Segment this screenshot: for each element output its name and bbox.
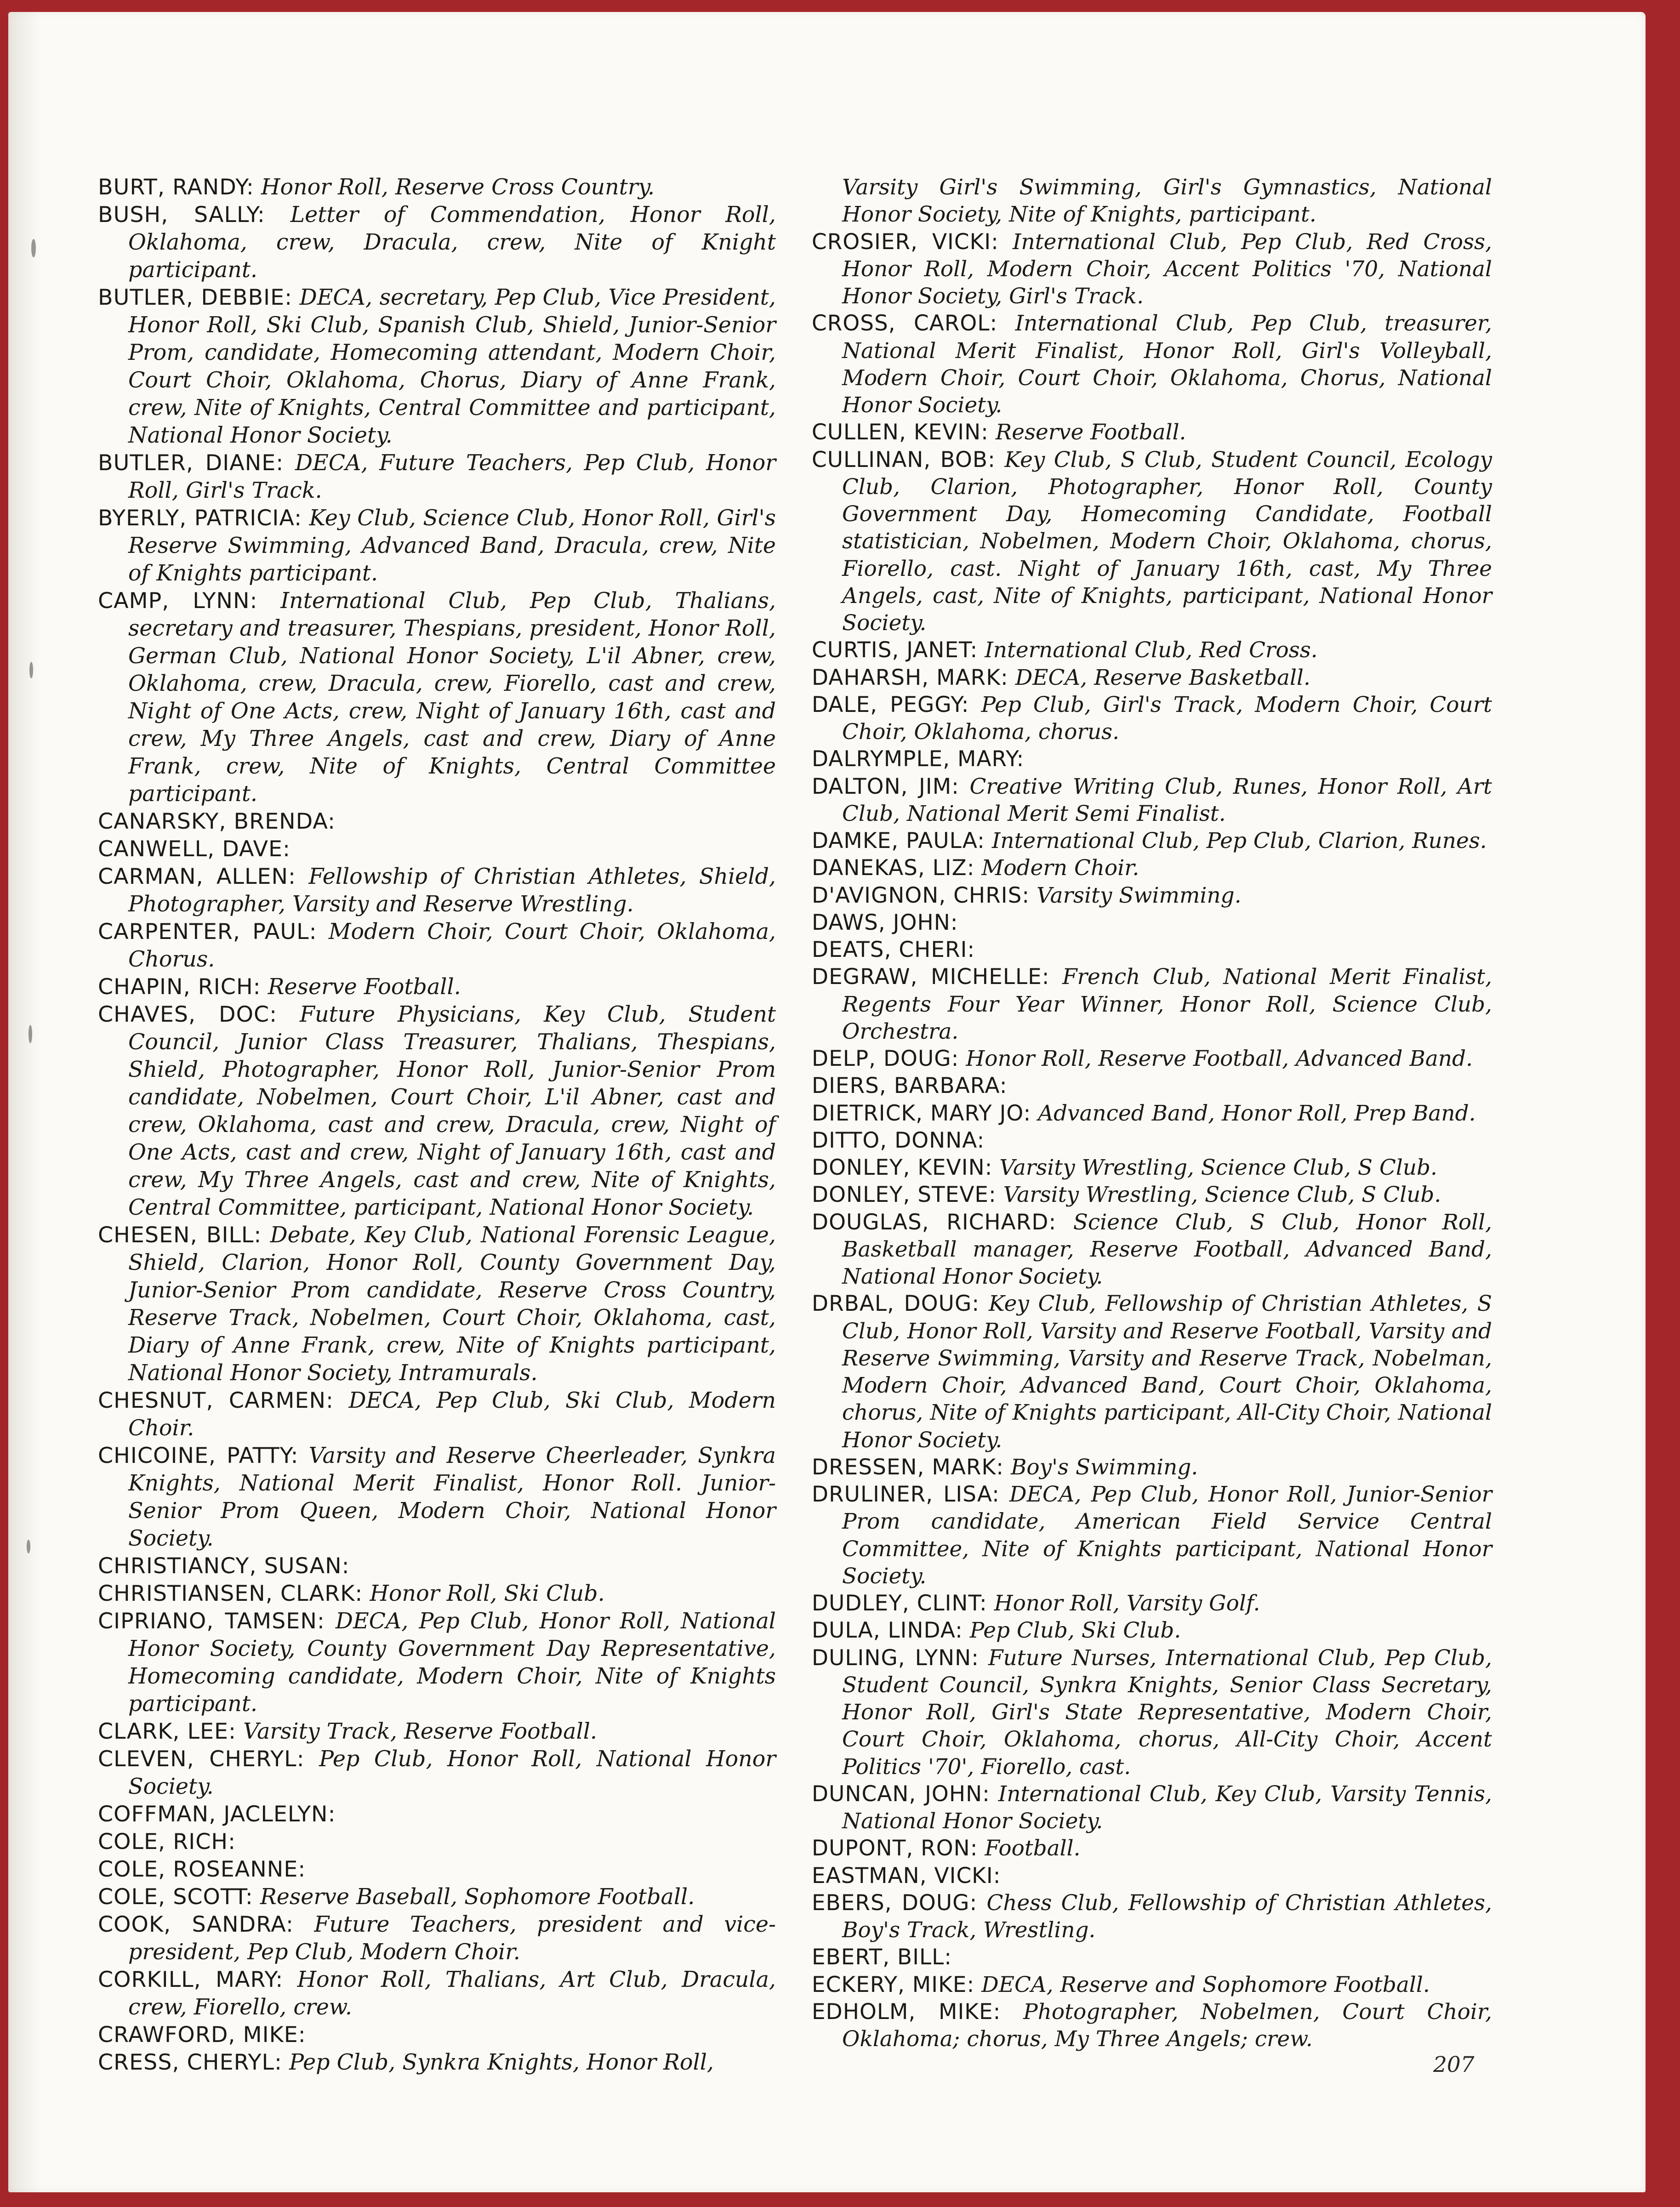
entry-activities: Reserve Football. — [995, 420, 1186, 445]
student-name: DELP, DOUG: — [812, 1046, 959, 1071]
student-name: CIPRIANO, TAMSEN: — [98, 1609, 325, 1634]
student-name: CROSS, CAROL: — [812, 311, 998, 336]
student-name: DULA, LINDA: — [812, 1618, 963, 1644]
student-entry — [98, 505, 776, 587]
student-entry — [812, 1154, 1492, 1181]
student-entry — [812, 1072, 1492, 1099]
entry-activities: Pep Club, Honor Roll, National Honor Society. — [128, 1746, 776, 1799]
student-entry — [98, 2021, 776, 2049]
entry-activities: Boy's Swimming. — [1010, 1454, 1198, 1480]
student-name: DITTO, DONNA: — [812, 1127, 985, 1153]
student-entry — [812, 228, 1492, 310]
student-name: DEATS, CHERI: — [812, 937, 975, 962]
student-entry — [812, 1100, 1492, 1127]
student-name: CAMP, LYNN: — [98, 588, 258, 614]
student-name: ECKERY, MIKE: — [812, 1972, 975, 1997]
student-entry — [98, 1608, 776, 1718]
student-entry — [98, 1580, 776, 1608]
entry-activities: DECA, Pep Club, Ski Club, Modern Choir. — [128, 1388, 776, 1441]
entry-activities: DECA, Reserve Basketball. — [1015, 665, 1310, 690]
student-entry — [98, 918, 776, 973]
student-entry — [98, 836, 776, 863]
student-name: COFFMAN, JACLELYN: — [98, 1802, 336, 1827]
student-entry — [812, 637, 1492, 664]
entry-activities: Future Physicians, Key Club, Student Council, Junior Class Treasurer, Thalians, Thespians, Shield, Photographer, Honor Roll, Junior-Senior Prom candidate, Nobelmen, Court Choir, L'il Abner, cast and crew, Oklahoma, cast and crew, Dracula, crew, Night of One Acts, cast and crew, Night of January 16th, cast and crew, My Three Angels, cast and crew, Nite of Knights, Central Committee, participant, National Honor Society. — [128, 1002, 776, 1220]
student-entry — [812, 1644, 1492, 1780]
entry-activities: International Club, Pep Club, treasurer, National Merit Finalist, Honor Roll, Girl's Volleyball, Modern Choir, Court Choir, Oklahoma, Chorus, National Honor Society. — [842, 311, 1492, 418]
student-entry — [812, 1481, 1492, 1590]
page-number: 207 — [1433, 2052, 1475, 2077]
student-entry — [98, 1718, 776, 1746]
student-entry — [812, 1454, 1492, 1481]
entry-activities: DECA, Future Teachers, Pep Club, Honor Roll, Girl's Track. — [128, 450, 776, 503]
student-entry — [98, 1387, 776, 1442]
entry-activities: Varsity Wrestling, Science Club, S Club. — [1003, 1182, 1441, 1208]
student-name: BURT, RANDY: — [98, 175, 254, 200]
student-entry — [812, 963, 1492, 1045]
student-name: CHICOINE, PATTY: — [98, 1443, 299, 1468]
entry-activities: International Club, Pep Club, Red Cross, Honor Roll, Modern Choir, Accent Politics '70, National Honor Society, Girl's Track. — [842, 229, 1492, 309]
student-entry — [812, 691, 1492, 746]
student-entry — [98, 201, 776, 284]
student-entry — [98, 863, 776, 918]
student-name: DULING, LYNN: — [812, 1645, 980, 1671]
student-name: DUPONT, RON: — [812, 1836, 978, 1861]
student-entry — [98, 1966, 776, 2021]
student-name: CARMAN, ALLEN: — [98, 864, 296, 889]
student-entry — [812, 936, 1492, 963]
entry-activities: Letter of Commendation, Honor Roll, Oklahoma, crew, Dracula, crew, Nite of Knight participant. — [128, 202, 776, 283]
student-name: COOK, SANDRA: — [98, 1912, 294, 1937]
entry-activities: Creative Writing Club, Runes, Honor Roll, Art Club, National Merit Semi Finalist. — [842, 774, 1492, 826]
student-entry — [812, 446, 1492, 637]
student-name: DALE, PEGGY: — [812, 692, 969, 717]
student-name: DAMKE, PAULA: — [812, 828, 985, 853]
student-name: BUTLER, DIANE: — [98, 450, 284, 476]
student-name: DRULINER, LISA: — [812, 1482, 1000, 1507]
student-entry — [812, 310, 1492, 419]
entry-activities: DECA, Pep Club, Honor Roll, Junior-Senior Prom candidate, American Field Service Central Committee, Nite of Knights participant, National Honor Society. — [842, 1482, 1492, 1589]
entry-activities: Honor Roll, Thalians, Art Club, Dracula, crew, Fiorello, crew. — [128, 1967, 776, 2020]
student-name: CLARK, LEE: — [98, 1719, 237, 1744]
student-entry — [812, 827, 1492, 854]
student-entry — [812, 1209, 1492, 1291]
student-name: BYERLY, PATRICIA: — [98, 506, 302, 531]
student-name: CURTIS, JANET: — [812, 637, 978, 663]
student-name: CORKILL, MARY: — [98, 1967, 284, 1992]
student-name: DALTON, JIM: — [812, 774, 959, 799]
student-name: CARPENTER, PAUL: — [98, 919, 317, 944]
student-entry — [98, 1856, 776, 1883]
entry-activities: Key Club, Science Club, Honor Roll, Girl's Reserve Swimming, Advanced Band, Dracula, crew, Nite of Knights participant. — [128, 506, 776, 586]
student-name: DUDLEY, CLINT: — [812, 1591, 987, 1616]
student-name: EASTMAN, VICKI: — [812, 1863, 1001, 1888]
student-name: CANARSKY, BRENDA: — [98, 809, 336, 834]
student-entry — [98, 174, 776, 201]
student-name: DEGRAW, MICHELLE: — [812, 964, 1050, 990]
student-entry — [98, 284, 776, 449]
student-name: CHAPIN, RICH: — [98, 974, 261, 1000]
student-name: CROSIER, VICKI: — [812, 229, 999, 255]
continued-entry — [812, 174, 1492, 228]
entry-activities: Honor Roll, Reserve Football, Advanced Band. — [966, 1046, 1473, 1071]
entry-activities: Debate, Key Club, National Forensic League, Shield, Clarion, Honor Roll, County Government Day, Junior-Senior Prom candidate, Reserve Cross Country, Reserve Track, Nobelmen, Court Choir, Oklahoma, cast, Diary of Anne Frank, crew, Nite of Knights participant, National Honor Society, Intramurals. — [128, 1223, 776, 1386]
entry-activities: Honor Roll, Varsity Golf. — [994, 1591, 1260, 1616]
entry-activities: Varsity Girl's Swimming, Girl's Gymnastics, National Honor Society, Nite of Knights, participant. — [842, 175, 1492, 228]
student-entry — [98, 1746, 776, 1801]
student-entry — [812, 1590, 1492, 1617]
student-name: DUNCAN, JOHN: — [812, 1781, 990, 1807]
student-name: CRAWFORD, MIKE: — [98, 2022, 306, 2048]
student-entry — [812, 1181, 1492, 1208]
entry-activities: Science Club, S Club, Honor Roll, Basketball manager, Reserve Football, Advanced Band, National Honor Society. — [842, 1209, 1492, 1289]
student-name: DIERS, BARBARA: — [812, 1073, 1008, 1099]
student-name: DOUGLAS, RICHARD: — [812, 1209, 1057, 1235]
paper-speck — [29, 662, 33, 678]
entry-activities: Football. — [985, 1836, 1081, 1861]
student-name: CHESNUT, CARMEN: — [98, 1388, 334, 1413]
student-name: DIETRICK, MARY JO: — [812, 1100, 1031, 1126]
entry-activities: French Club, National Merit Finalist, Regents Four Year Winner, Honor Roll, Science Club, Orchestra. — [842, 964, 1492, 1044]
student-entry — [812, 1889, 1492, 1944]
entry-activities: International Club, Red Cross. — [985, 637, 1318, 663]
student-entry — [812, 1780, 1492, 1835]
student-entry — [98, 1553, 776, 1580]
student-name: DAHARSH, MARK: — [812, 665, 1008, 690]
student-name: EBERT, BILL: — [812, 1945, 952, 1970]
entry-activities: Pep Club, Synkra Knights, Honor Roll, — [289, 2050, 714, 2075]
entry-activities: Varsity Wrestling, Science Club, S Club. — [999, 1155, 1437, 1180]
student-name: DONLEY, KEVIN: — [812, 1155, 993, 1180]
student-name: COLE, SCOTT: — [98, 1884, 253, 1910]
student-name: CULLINAN, BOB: — [812, 447, 996, 472]
student-entry — [98, 2049, 776, 2076]
student-entry — [98, 1911, 776, 1966]
student-entry — [98, 1801, 776, 1828]
entry-activities: DECA, secretary, Pep Club, Vice President, Honor Roll, Ski Club, Spanish Club, Shield, Junior-Senior Prom, candidate, Homecoming attendant, Modern Choir, Court Choir, Oklahoma, Chorus, Diary of Anne Frank, crew, Nite of Knights, Central Committee and participant, National Honor Society. — [128, 285, 776, 448]
student-name: COLE, RICH: — [98, 1829, 236, 1854]
student-entry — [98, 1828, 776, 1856]
student-entry — [98, 1883, 776, 1911]
student-entry — [812, 773, 1492, 828]
left-column — [98, 174, 776, 2076]
entry-activities: Future Nurses, International Club, Pep Club, Student Council, Synkra Knights, Senior Class Secretary, Honor Roll, Girl's State Representative, Modern Choir, Court Choir, Oklahoma, chorus, All-City Choir, Accent Politics '70', Fiorello, cast. — [842, 1645, 1492, 1780]
entry-activities: Modern Choir, Court Choir, Oklahoma, Chorus. — [128, 919, 776, 972]
student-entry — [812, 1045, 1492, 1072]
student-entry — [812, 1998, 1492, 2053]
student-entry — [812, 1127, 1492, 1154]
student-name: DALRYMPLE, MARY: — [812, 746, 1025, 772]
student-entry — [812, 419, 1492, 446]
entry-activities: Varsity Swimming. — [1036, 882, 1241, 908]
entry-activities: Key Club, S Club, Student Council, Ecology Club, Clarion, Photographer, Honor Roll, County Government Day, Homecoming Candidate, Football statistician, Nobelmen, Modern Choir, Oklahoma, chorus, Fiorello, cast. Night of January 16th, cast, My Three Angels, cast, Nite of Knights, participant, National Honor Society. — [842, 447, 1492, 636]
entry-activities: DECA, Reserve and Sophomore Football. — [981, 1972, 1430, 1997]
student-name: CULLEN, KEVIN: — [812, 420, 989, 445]
student-entry — [812, 664, 1492, 691]
student-name: CHRISTIANCY, SUSAN: — [98, 1553, 350, 1579]
student-entry — [812, 1835, 1492, 1862]
student-entry — [812, 1617, 1492, 1644]
entry-activities: Honor Roll, Reserve Cross Country. — [261, 175, 655, 200]
student-entry — [812, 854, 1492, 882]
student-name: D'AVIGNON, CHRIS: — [812, 882, 1030, 908]
student-name: CRESS, CHERYL: — [98, 2050, 283, 2075]
right-column — [812, 174, 1492, 2053]
student-name: COLE, ROSEANNE: — [98, 1857, 306, 1882]
entry-activities: Chess Club, Fellowship of Christian Athletes, Boy's Track, Wrestling. — [842, 1890, 1492, 1943]
paper-speck — [31, 239, 36, 257]
entry-activities: Key Club, Fellowship of Christian Athletes, S Club, Honor Roll, Varsity and Reserve Football, Varsity and Reserve Swimming, Varsity and Reserve Track, Nobelman, Modern Choir, Advanced Band, Court Choir, Oklahoma, chorus, Nite of Knights participant, All-City Choir, National Honor Society. — [842, 1291, 1492, 1453]
paper-speck — [27, 1540, 30, 1553]
entry-activities: Advanced Band, Honor Roll, Prep Band. — [1038, 1100, 1476, 1126]
student-entry — [812, 909, 1492, 936]
student-entry — [98, 449, 776, 505]
student-entry — [98, 1222, 776, 1387]
student-entry — [812, 1290, 1492, 1454]
paper-speck — [28, 1025, 32, 1043]
student-name: BUSH, SALLY: — [98, 202, 265, 228]
student-entry — [812, 1944, 1492, 1971]
student-entry — [812, 882, 1492, 909]
student-name: DANEKAS, LIZ: — [812, 855, 975, 881]
entry-activities: International Club, Key Club, Varsity Tennis, National Honor Society. — [842, 1781, 1492, 1834]
entry-activities: Future Teachers, president and vice-president, Pep Club, Modern Choir. — [128, 1912, 776, 1965]
student-entry — [812, 1971, 1492, 1998]
entry-activities: Pep Club, Ski Club. — [969, 1618, 1181, 1644]
student-entry — [98, 808, 776, 836]
student-entry — [98, 1001, 776, 1222]
entry-activities: Modern Choir. — [981, 855, 1139, 881]
entry-activities: Fellowship of Christian Athletes, Shield, Photographer, Varsity and Reserve Wrestling. — [128, 864, 776, 917]
entry-activities: Varsity Track, Reserve Football. — [243, 1719, 597, 1744]
student-name: CLEVEN, CHERYL: — [98, 1746, 305, 1772]
student-name: EBERS, DOUG: — [812, 1890, 978, 1916]
student-name: CHESEN, BILL: — [98, 1223, 262, 1248]
student-name: BUTLER, DEBBIE: — [98, 285, 293, 310]
entry-activities: Photographer, Nobelmen, Court Choir, Oklahoma; chorus, My Three Angels; crew. — [842, 1999, 1492, 2052]
student-name: EDHOLM, MIKE: — [812, 1999, 1001, 2025]
student-entry — [98, 587, 776, 808]
binding-shadow — [8, 12, 40, 2192]
entry-activities: Pep Club, Girl's Track, Modern Choir, Court Choir, Oklahoma, chorus. — [842, 692, 1492, 745]
entry-activities: DECA, Pep Club, Honor Roll, National Honor Society, County Government Day Representative, Homecoming candidate, Modern Choir, Nite of Knights participant. — [128, 1609, 776, 1717]
student-name: DRESSEN, MARK: — [812, 1454, 1004, 1480]
entry-activities: Honor Roll, Ski Club. — [370, 1581, 605, 1606]
student-entry — [98, 1442, 776, 1553]
student-entry — [98, 973, 776, 1001]
entry-activities: Reserve Football. — [268, 974, 461, 1000]
entry-activities: Varsity and Reserve Cheerleader, Synkra Knights, National Merit Finalist, Honor Roll. Junior-Senior Prom Queen, Modern Choir, National Honor Society. — [128, 1443, 776, 1551]
student-name: DRBAL, DOUG: — [812, 1291, 980, 1317]
student-name: CHRISTIANSEN, CLARK: — [98, 1581, 363, 1606]
student-name: CANWELL, DAVE: — [98, 836, 291, 862]
student-name: CHAVES, DOC: — [98, 1002, 278, 1027]
entry-activities: International Club, Pep Club, Clarion, Runes. — [991, 828, 1487, 853]
entry-activities: Reserve Baseball, Sophomore Football. — [260, 1884, 695, 1910]
student-name: DAWS, JOHN: — [812, 910, 958, 935]
student-entry — [812, 1862, 1492, 1889]
entry-activities: International Club, Pep Club, Thalians, secretary and treasurer, Thespians, president, Honor Roll, German Club, National Honor Society, L'il Abner, crew, Oklahoma, crew, Dracula, crew, Fiorello, cast and crew, Night of One Acts, crew, Night of January 16th, cast and crew, My Three Angels, cast and crew, Diary of Anne Frank, crew, Nite of Knights, Central Committee participant. — [128, 588, 776, 807]
student-name: DONLEY, STEVE: — [812, 1182, 997, 1208]
student-entry — [812, 745, 1492, 773]
